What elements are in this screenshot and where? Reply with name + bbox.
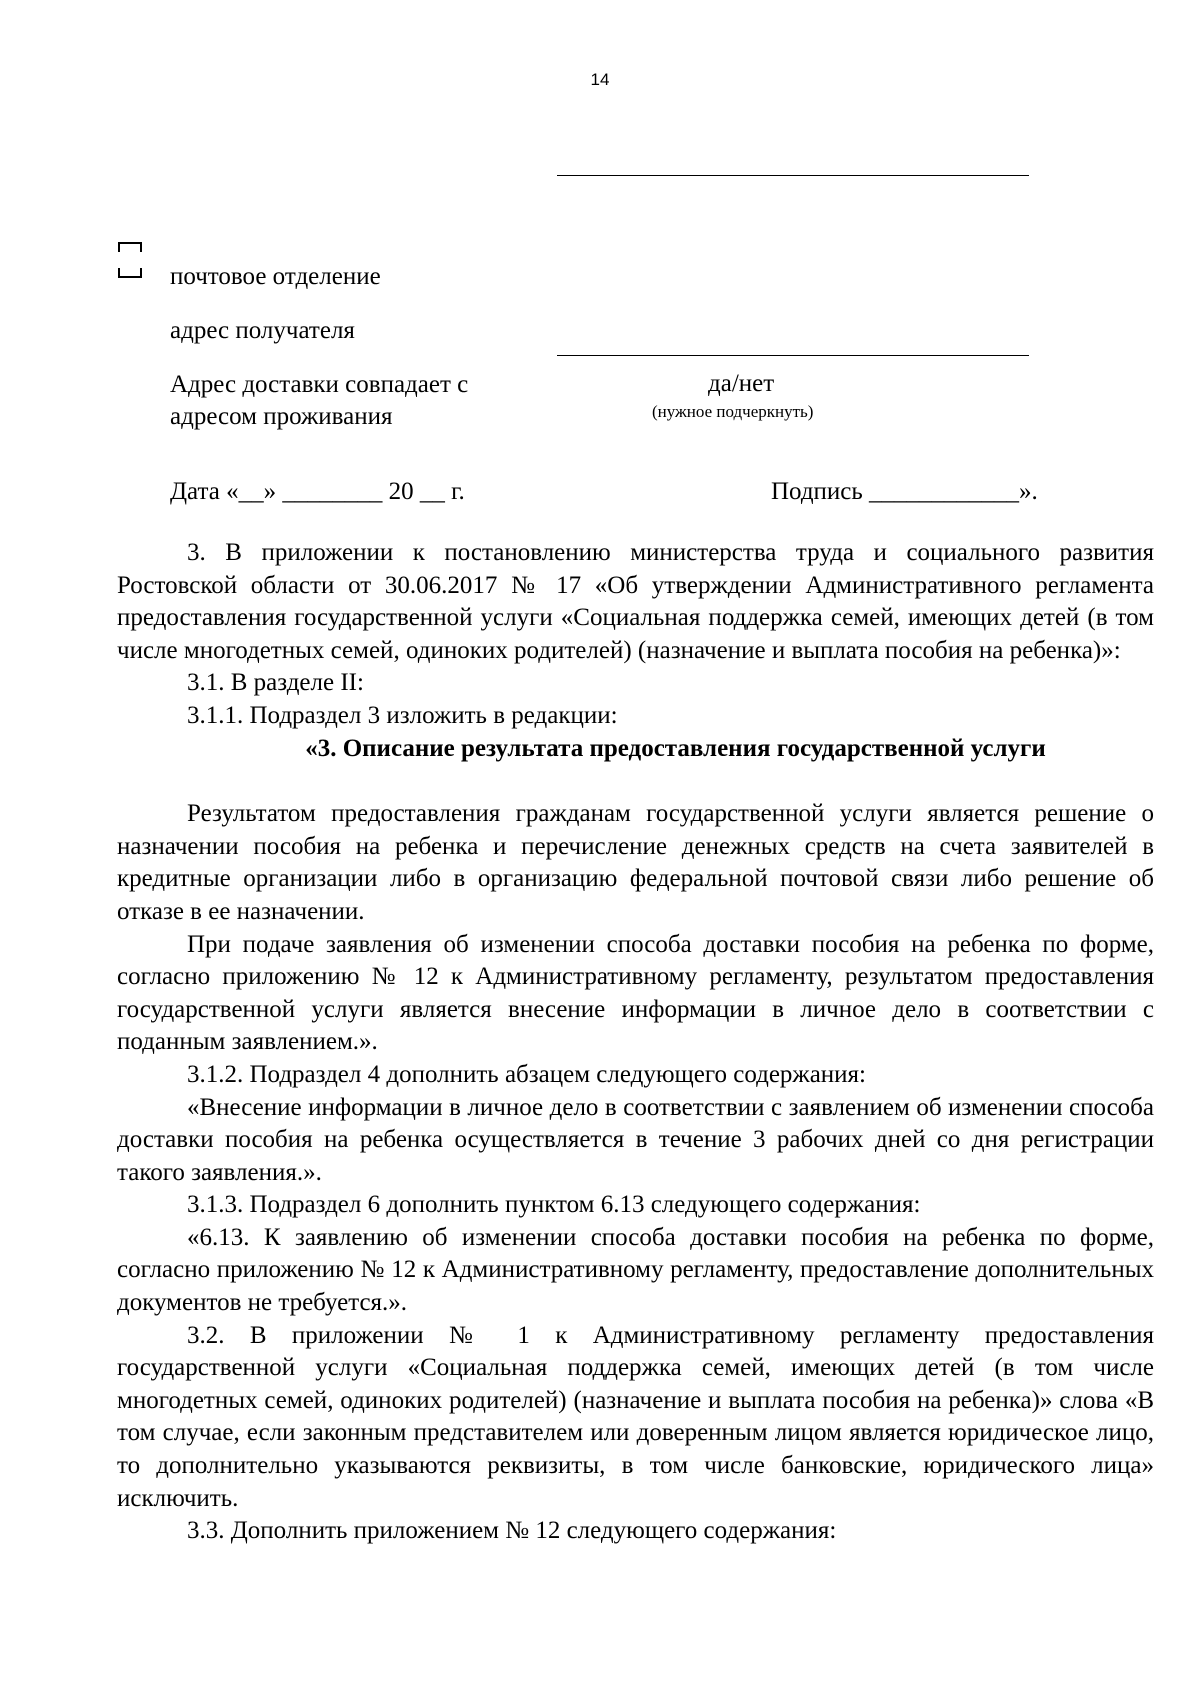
date-field: Дата «__» ________ 20 __ г. [170,478,465,505]
section-heading: «3. Описание результата предоставления государственной услуги [305,734,1046,762]
recipient-address-label: адрес получателя [170,317,355,344]
paragraph-info-entry: «Внесение информации в личное дело в соответствии с заявлением об изменении способа доставки пособия на ребенка осуществляется в течение 3 рабочих дней со дня регистрации такого заявления.». [117,1093,1154,1186]
yes-no-option: да/нет [708,370,775,397]
paragraph-result: Результатом предоставления гражданам государственной услуги является решение о назначении пособия на ребенка и перечисление денежных средств на счета заявителей в кредитные организации либо в организацию федеральной почтовой связи либо решение об отказе в ее назначении. [117,800,1154,925]
top-blank-line [557,175,1029,176]
underline-hint: (нужное подчеркнуть) [652,402,814,421]
paragraph-3-1-3: 3.1.3. Подраздел 6 дополнить пунктом 6.13 следующего содержания: [187,1191,921,1219]
recipient-address-line [557,355,1029,356]
document-body [117,537,1154,1548]
address-match-label-line1: Адрес доставки совпадает с [170,371,469,398]
address-match-label-line2: адресом проживания [170,403,393,430]
signature-field: Подпись ____________». [771,478,1038,505]
paragraph-delivery-change: При подаче заявления об изменении способа доставки пособия на ребенка по форме, согласно приложению № 12 к Административному регламенту, результатом предоставления государственной услуги является внесение информации в личное дело в соответствии с поданным заявлением.». [117,930,1154,1056]
page-number: 14 [590,70,610,89]
postal-office-label: почтовое отделение [170,263,381,290]
checkbox-icon[interactable] [118,242,140,278]
paragraph-3-1: 3.1. В разделе II: [187,669,364,697]
paragraph-3-1-1: 3.1.1. Подраздел 3 изложить в редакции: [187,701,618,729]
paragraph-3-2: 3.2. В приложении № 1 к Административному регламенту предоставления государственной услуги «Социальная поддержка семей, имеющих детей (в том числе многодетных семей, одиноких родителей) (назначение и выплата пособия на ребенка)» слова «В том случае, если законным представителем или доверенным лицом является юридическое лицо, то дополнительно указываются реквизиты, в том числе банковские, юридического лица» исключить. [117,1321,1154,1512]
paragraph-6-13: «6.13. К заявлению об изменении способа доставки пособия на ребенка по форме, согласно приложению № 12 к Административному регламенту, предоставление дополнительных документов не требуется.». [117,1223,1154,1317]
paragraph-3: 3. В приложении к постановлению министерства труда и социального развития Ростовской области от 30.06.2017 № 17 «Об утверждении Административного регламента предоставления государственной услуги «Социальная поддержка семей, имеющих детей (в том числе многодетных семей, одиноких родителей) (назначение и выплата пособия на ребенка)»: [117,539,1154,664]
paragraph-3-3: 3.3. Дополнить приложением № 12 следующего содержания: [187,1517,837,1545]
paragraph-3-1-2: 3.1.2. Подраздел 4 дополнить абзацем следующего содержания: [187,1060,867,1088]
